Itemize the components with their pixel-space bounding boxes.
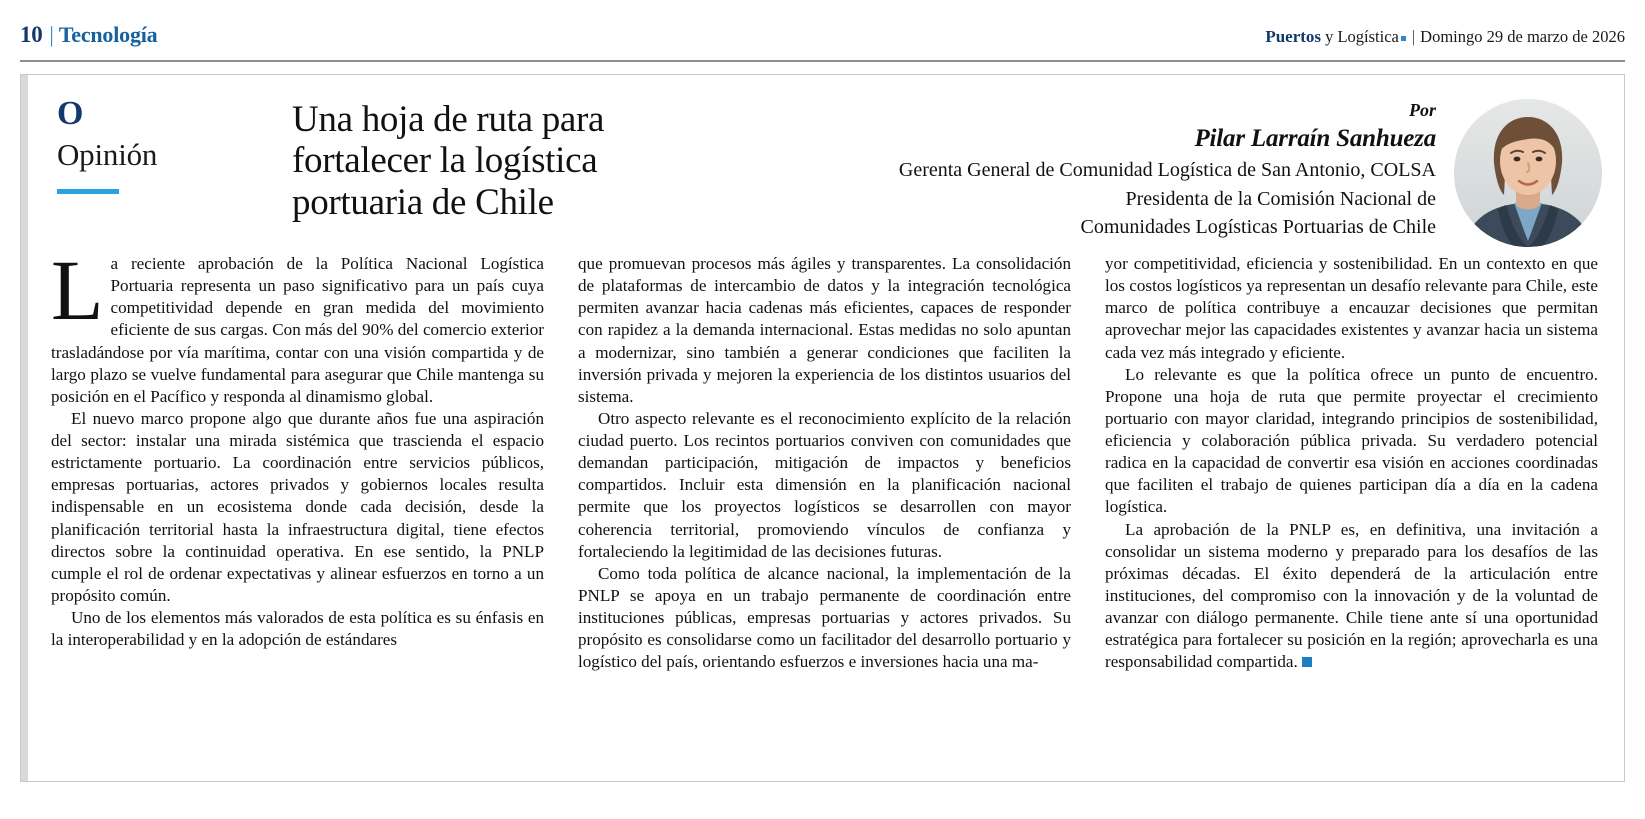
byline <box>899 99 1454 241</box>
page-number: 10 <box>20 22 43 47</box>
opinion-underline <box>57 189 119 194</box>
masthead <box>16 0 1629 58</box>
drop-cap: L <box>51 242 104 338</box>
publication-brand-secondary: y Logística <box>1325 27 1399 46</box>
avatar <box>1454 99 1602 247</box>
brand-dot-icon <box>1401 36 1406 41</box>
page-title: Una hoja de ruta para fortalecer la logística portuaria de Chile <box>292 99 605 223</box>
paragraph-text: La aprobación de la PNLP es, en definitiva, una invitación a consolidar un sistema moderno y preparado para los desafíos de las próximas décadas. El éxito dependerá de la articulación entre instituciones, del compromiso con la innovación y de la voluntad de avanzar con diálogo permanente. Chile tiene ante sí una oportunidad estratégica para fortalecer su posición en la región; aprovecharla es una responsabilidad compartida. <box>1105 519 1598 672</box>
masthead-rule <box>20 60 1625 62</box>
section-name: Tecnología <box>58 22 158 47</box>
paragraph: yor competitividad, eficiencia y sostenibilidad. En un contexto en que los costos logísticos ya representan un desafío relevante para Chile, este marco de política contribuye a encauzar decisiones que permitan aprovechar mejor las capacidades existentes y avanzar hacia un sistema cada vez más integrado y eficiente. <box>1105 254 1598 362</box>
byline-author: Pilar Larraín Sanhueza <box>1194 125 1436 153</box>
byline-prefix: Por <box>1409 100 1436 120</box>
paragraph <box>51 242 544 408</box>
article-body <box>21 242 1624 691</box>
masthead-separator: | <box>1411 27 1416 46</box>
paragraph <box>1105 519 1598 674</box>
article-column-1 <box>51 242 544 673</box>
article-column-3 <box>1105 253 1598 673</box>
publication-brand-primary: Puertos <box>1265 27 1322 46</box>
article-column-2 <box>578 253 1071 673</box>
publication-date: Domingo 29 de marzo de 2026 <box>1420 27 1625 46</box>
masthead-left <box>20 22 157 48</box>
opinion-article <box>20 74 1625 782</box>
paragraph: que promuevan procesos más ágiles y transparentes. La consolidación de plataformas de intercambio de datos y la integración tecnológica permiten avanzar hacia cadenas más eficientes, capaces de responder con rapidez a la demanda internacional. Estas medidas no solo apuntan a modernizar, sino también a generar condiciones que faciliten la inversión privada y mejoren la experiencia de los distintos usuarios del sistema. <box>578 254 1071 406</box>
masthead-right <box>1265 27 1625 47</box>
end-mark-icon <box>1302 657 1312 667</box>
byline-wrapper <box>692 97 1602 247</box>
paragraph: Lo relevante es que la política ofrece un punto de encuentro. Propone una hoja de ruta que permite proyectar el crecimiento portuario con mayor claridad, integrando principios de sostenibilidad, eficiencia y colaboración pública privada. Su verdadero potencial radica en la capacidad de convertir esa visión en acciones coordinadas que faciliten el trabajo de quienes participan día a día en la cadena logística. <box>1105 364 1598 517</box>
paragraph: El nuevo marco propone algo que durante años fue una aspiración del sector: instalar una mirada sistémica que trascienda el espacio estrictamente portuario. La coordinación entre servicios públicos, empresas portuarias, actores privados y gobiernos locales resulta indispensable en un ecosistema donde cada decisión, desde la planificación territorial hasta la infraestructura digital, tiene efectos directos sobre la continuidad operativa. En ese sentido, la PNLP cumple el rol de ordenar expectativas y alinear esfuerzos en torno a un propósito común. <box>51 408 544 605</box>
masthead-divider-icon: | <box>49 22 54 47</box>
paragraph: Uno de los elementos más valorados de esta política es su énfasis en la interoperabilidad y en la adopción de estándares <box>51 608 544 650</box>
byline-role-line-1: Gerenta General de Comunidad Logística de San Antonio, COLSA <box>898 159 1436 182</box>
byline-role-line-3: Comunidades Logísticas Portuarias de Chile <box>1080 216 1436 239</box>
opinion-label: Opinión <box>57 137 158 172</box>
paragraph-text: a reciente aprobación de la Política Nacional Logística Portuaria representa un paso significativo para un país cuya competitividad depende en gran medida del movimiento eficiente de sus cargas. Con más del 90% del comercio exterior trasladándose por vía marítima, contar con una visión compartida y de largo plazo se vuelve fundamental para asegurar que Chile mantenga su posición en el Pacífico y responda al dinamismo global. <box>51 254 544 406</box>
paragraph: Como toda política de alcance nacional, la implementación de la PNLP se apoya en un trabajo permanente de coordinación entre instituciones públicas, empresas portuarias y actores privados. Su propósito es consolidarse como un facilitador del desarrollo portuario y logístico del país, orientando esfuerzos e inversiones hacia una ma- <box>578 563 1071 672</box>
opinion-mark: O <box>57 95 83 132</box>
opinion-kicker <box>51 97 292 194</box>
byline-role-line-2: Presidenta de la Comisión Nacional de <box>1125 187 1436 210</box>
article-header <box>21 75 1624 245</box>
paragraph: Otro aspecto relevante es el reconocimiento explícito de la relación ciudad puerto. Los recintos portuarios conviven con comunidades que demandan participación, mitigación de impactos y beneficios compartidos. Incluir esta dimensión en la planificación nacional permite que los proyectos logísticos se desarrollen con mayor coherencia territorial, promoviendo vínculos de confianza y fortaleciendo la legitimidad de las decisiones futuras. <box>578 408 1071 561</box>
